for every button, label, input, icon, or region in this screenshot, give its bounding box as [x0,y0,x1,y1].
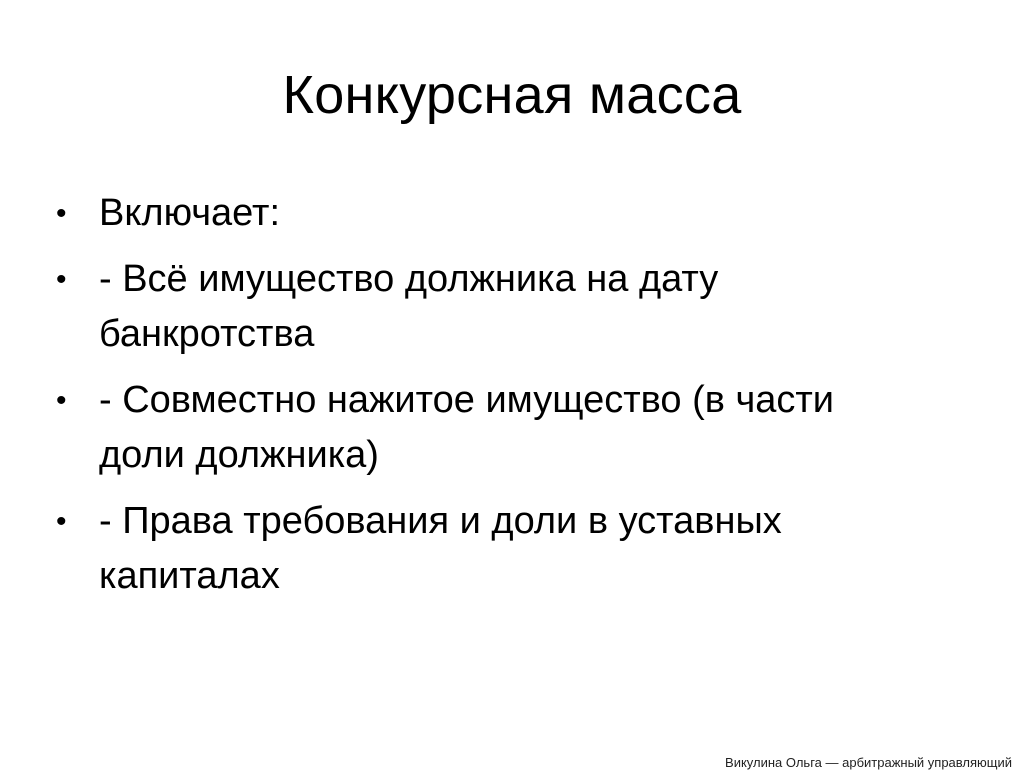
bullet-item-claims [56,494,916,604]
slide-title: Конкурсная масса [282,65,742,125]
bullet-list [56,186,916,615]
bullet-dot-icon: • [56,384,67,417]
bullet-dot-icon: • [56,505,67,538]
bullet-item-joint-property [56,373,916,483]
bullet-dot-icon: • [56,263,67,296]
bullet-item-includes [56,186,916,241]
bullet-text: - Права требования и доли в уставных капиталах [99,500,782,597]
footer-caption: Викулина Ольга — арбитражный управляющий [725,755,1012,770]
bullet-text: Включает: [99,192,281,234]
bullet-text: - Совместно нажитое имущество (в части доли должника) [99,379,835,476]
bullet-dot-icon: • [56,197,67,230]
bullet-text: - Всё имущество должника на дату банкротства [99,258,719,355]
bullet-item-property [56,252,916,362]
